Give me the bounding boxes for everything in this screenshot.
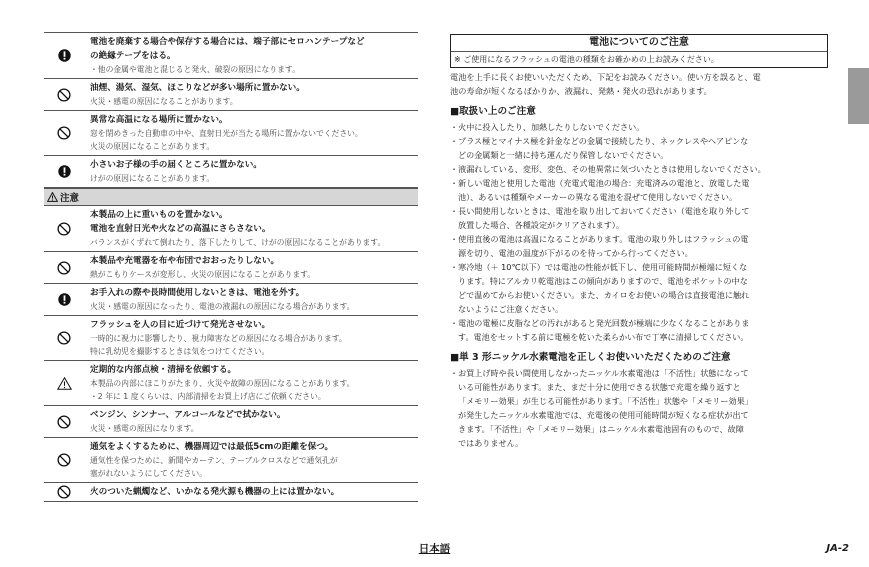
section-title: ■取扱い上のご注意 (450, 106, 536, 117)
bullet-item: いる可能性があります。また、まだ十分に使用できる状態で充電を繰り返すと (458, 382, 741, 392)
caution-header (44, 188, 418, 205)
bullet-item: ・ 電池の電極に皮脂などの汚れがあると発光回数が極端に少なくなることがありま (450, 316, 828, 330)
warning-row (44, 155, 418, 188)
caution-heading: 通気をよくするために、機器周辺では最低5cmの距離を保つ。 (90, 442, 334, 452)
warning-heading: 小さいお子様の手の届くところに置かない。 (90, 160, 262, 170)
caution-text (84, 252, 418, 283)
warning-row (44, 78, 418, 110)
caution-text (84, 361, 418, 405)
battery-notice-title: 電池についてのご注意 (451, 35, 827, 52)
bullet-item: ではありません。 (458, 438, 524, 448)
caution-description: 一時的に視力に影響したり、視力障害などの原因になる場合があります。 (90, 334, 347, 343)
caution-text (84, 316, 418, 360)
caution-heading: 本製品や充電器を布や布団でおおったりしない。 (90, 256, 280, 266)
warning-text (84, 33, 418, 78)
caution-row (44, 205, 418, 251)
caution-heading: ベンジン、シンナー、アルコールなどで拭かない。 (90, 410, 286, 420)
caution-heading: 火のついた蝋燭など、いかなる発火源も機器の上には置かない。 (90, 487, 340, 497)
warning-description: けがの原因になることがあります。 (90, 174, 215, 183)
caution-description: 特に乳幼児を撮影するときは気をつけてください。 (90, 347, 270, 356)
bullet-item: ・ 長い間使用しないときは、電池を取り出しておいてください（電池を取り外して (450, 204, 828, 218)
battery-notice-note: ※ ご使用になるフラッシュの電池の種類をお確かめの上お読みください。 (454, 55, 719, 64)
caution-description: 通気性を保つために、新聞やカーテン、テーブルクロスなどで通気孔が (90, 456, 338, 465)
warning-heading: 油煙、湯気、湿気、ほこりなどが多い場所に置かない。 (90, 83, 305, 93)
caution-description: 塞がれないようにしてください。 (90, 469, 207, 478)
warning-text (84, 79, 418, 110)
bullet-item: 放置した場合、各種設定がクリアされます）。 (458, 220, 624, 230)
bullet-item: ります。特にアルカリ乾電池はこの傾向がありますので、電池をポケットの中な (458, 276, 748, 286)
prohibition-icon (44, 483, 84, 501)
battery-sections (450, 105, 828, 450)
intro-line: 電池を上手に長くお使いいただくため、下記をお読みください。使い方を誤ると、電 (450, 72, 761, 82)
bullet-item: ・ 液漏れしている、変形、変色、その他異常に気づいたときは使用しないでください。 (450, 162, 828, 176)
bullet-item: 源を切り、電池の温度が下がるのを待ってから行ってください。 (458, 248, 693, 258)
exclamation-icon (44, 284, 84, 315)
warning-heading: の絶縁テープをはる。 (90, 51, 176, 61)
battery-intro (450, 70, 828, 98)
caution-row (44, 251, 418, 283)
warning-description: 火災の原因になることがあります。 (90, 142, 215, 151)
bullet-item: どで温めてからお使いください。また、カイロをお使いの場合は直接電池に触れ (458, 290, 750, 300)
prohibition-icon (44, 206, 84, 251)
warning-text (84, 111, 418, 155)
caution-description: ・2 年に 1 度くらいは、内部清掃をお買上げ店にご依頼ください。 (90, 392, 326, 401)
caution-row (44, 405, 418, 437)
caution-heading: 本製品の上に重いものを置かない。 (90, 210, 228, 220)
bullet-item: ・ お買上げ時や長い間使用しなかったニッケル水素電池は「不活性」状態になって (450, 366, 828, 380)
caution-row (44, 437, 418, 482)
caution-description: 熱がこもりケースが変形し、火災の原因になることがあります。 (90, 270, 316, 279)
caution-description: 火災・感電の原因になったり、電池の液漏れの原因になる場合があります。 (90, 302, 355, 311)
warning-heading: 電池を廃棄する場合や保存する場合には、端子部にセロハンテープなど (90, 37, 365, 47)
warning-heading: 異常な高温になる場所に置かない。 (90, 115, 228, 125)
caution-description: 火災・感電の原因になります。 (90, 424, 199, 433)
bullet-item: が発生したニッケル水素電池では、充電後の使用可能時間が短くなる症状が出て (458, 410, 749, 420)
prohibition-icon (44, 111, 84, 155)
bullet-item: 池）、あるいは種類やメーカーの異なる電池を混ぜて使用しないでください。 (458, 192, 738, 202)
warning-row (44, 32, 418, 78)
battery-notice-box (450, 34, 828, 68)
bullet-list (450, 366, 828, 450)
bullet-item: ないようにご注意ください。 (458, 304, 564, 314)
caution-heading: 電池を直射日光や火などの高温にさらさない。 (90, 224, 271, 234)
prohibition-icon (44, 252, 84, 283)
warning-description: 火災・感電の原因になることがあります。 (90, 97, 238, 106)
bullet-item: ・ 使用直後の電池は高温になることがあります。電池の取り外しはフラッシュの電 (450, 232, 828, 246)
caution-row (44, 315, 418, 360)
bullet-item: す。電池をセットする前に電極を乾いた柔らかい布で丁寧に清掃してください。 (458, 332, 749, 342)
caution-row (44, 360, 418, 405)
bullet-item: きます。「不活性」や「メモリー効果」はニッケル水素電池固有のもので、故障 (458, 424, 744, 434)
warning-row (44, 110, 418, 155)
exclamation-icon (44, 156, 84, 187)
safety-warnings-column (44, 32, 418, 502)
caution-text (84, 483, 418, 501)
caution-text (84, 438, 418, 482)
bullet-item: ・ 火中に投入したり、加熱したりしないでください。 (450, 120, 828, 134)
intro-line: 池の寿命が短くなるばかりか、液漏れ、発熱・発火の恐れがあります。 (450, 86, 712, 96)
caution-text (84, 206, 418, 251)
prohibition-icon (44, 316, 84, 360)
bullet-item: 「メモリー効果」が生じる可能性があります。「不活性」状態や「メモリー効果」 (458, 396, 753, 406)
caution-row (44, 482, 418, 502)
page-index-tab (848, 68, 869, 124)
warnings-table (44, 32, 418, 188)
exclamation-icon (44, 33, 84, 78)
caution-heading: お手入れの際や長時間使用しないときは、電池を外す。 (90, 288, 305, 298)
warning-text (84, 156, 418, 187)
bullet-item: ・ 寒冷地（＋ 10℃以下）では電池の性能が低下し、使用可能時間が極端に短くな (450, 260, 828, 274)
footer-language: 日本語 (418, 543, 451, 555)
battery-notes-column (450, 34, 828, 450)
caution-heading: 定期的な内部点検・清掃を依頼する。 (90, 365, 237, 375)
caution-heading: フラッシュを人の目に近づけて発光させない。 (90, 320, 271, 330)
caution-triangle-icon (47, 192, 58, 202)
caution-row (44, 283, 418, 315)
prohibition-icon (44, 406, 84, 437)
warning-description: ・他の金属や電池と混じると発火、破裂の原因になります。 (90, 65, 300, 74)
caution-text (84, 406, 418, 437)
bullet-list (450, 120, 828, 344)
caution-text (84, 284, 418, 315)
caution-label: 注意 (60, 193, 80, 204)
caution-triangle-icon (44, 361, 84, 405)
prohibition-icon (44, 79, 84, 110)
bullet-item: どの金属類と一緒に持ち運んだり保管しないでください。 (458, 150, 669, 160)
caution-description: バランスがくずれて倒れたり、落下したりして、けがの原因になることがあります。 (90, 238, 386, 247)
prohibition-icon (44, 438, 84, 482)
page-number: JA-2 (826, 543, 849, 554)
bullet-item: ・ 新しい電池と使用した電池（充電式電池の場合：充電済みの電池と、放電した電 (450, 176, 828, 190)
cautions-table (44, 205, 418, 502)
warning-description: 窓を閉めきった自動車の中や、直射日光が当たる場所に置かないでください。 (90, 129, 363, 138)
section-title: ■単 3 形ニッケル水素電池を正しくお使いいただくためのご注意 (450, 352, 731, 363)
bullet-item: ・ プラス極とマイナス極を針金などの金属で接続したり、ネックレスやヘアピンな (450, 134, 828, 148)
caution-description: 本製品の内部にほこりがたまり、火災や故障の原因になることがあります。 (90, 379, 355, 388)
